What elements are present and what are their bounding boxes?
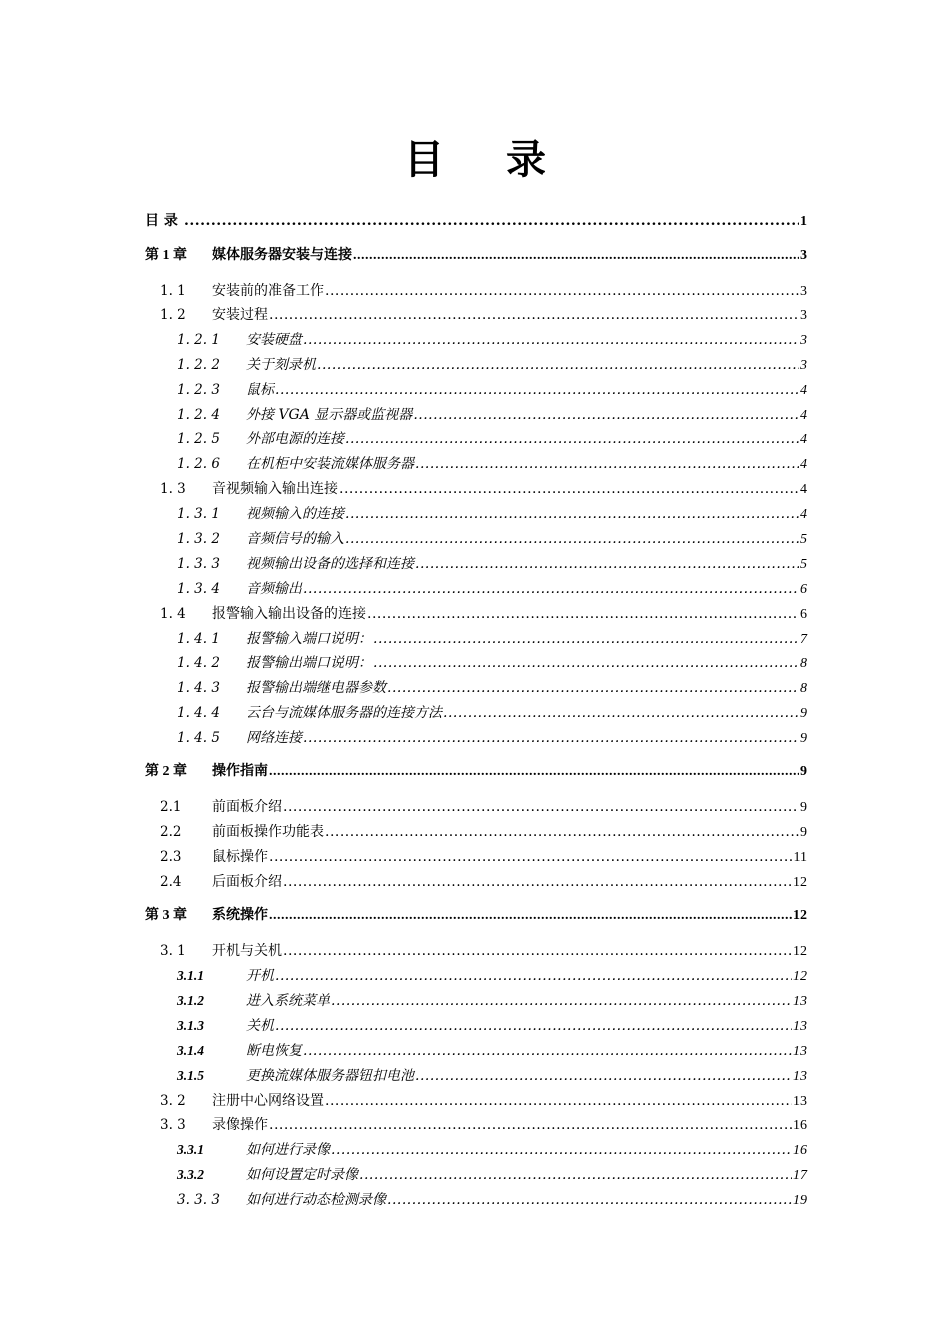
toc-entry-title: 在机柜中安装流媒体服务器: [246, 456, 414, 472]
toc-entry-number: 3. 2: [160, 1093, 186, 1109]
toc-entry-number: 第 2 章: [145, 764, 187, 779]
toc-entry[interactable]: [0, 990, 950, 1012]
toc-entry-line: [246, 578, 807, 601]
toc-entry-line: [212, 846, 807, 869]
toc-entry-page: 7: [800, 632, 807, 647]
toc-entry-title: 前面板操作功能表: [212, 824, 324, 840]
toc-entry-title: 如何进行动态检测录像: [246, 1192, 386, 1208]
toc-entry-page: 19: [793, 1193, 807, 1208]
toc-entry-number: 1. 4. 2: [177, 655, 220, 671]
toc-entry-line: [246, 528, 807, 551]
toc-entry-title: 后面板介绍: [212, 874, 282, 890]
toc-entry[interactable]: [0, 1090, 950, 1112]
toc-entry-number: 3.3.1: [177, 1142, 204, 1157]
toc-dot-leader: [269, 905, 792, 927]
toc-entry-title: 外接 VGA 显示器或监视器: [246, 407, 413, 423]
toc-entry-title: 系统操作: [212, 908, 268, 923]
toc-dot-leader: [303, 578, 799, 600]
toc-dot-leader: [303, 1040, 792, 1062]
toc-dot-leader: [275, 965, 792, 987]
toc-entry[interactable]: [0, 578, 950, 600]
toc-entry[interactable]: [0, 821, 950, 843]
toc-entry-line: [212, 478, 807, 501]
toc-entry-line: [212, 1090, 807, 1113]
toc-entry-page: 12: [793, 908, 807, 923]
toc-dot-leader: [415, 1065, 792, 1087]
toc-entry-line: [212, 761, 807, 783]
toc-entry-number: 1. 4. 1: [177, 631, 220, 647]
toc-entry-page: 1: [800, 214, 807, 229]
toc-entry-line: [212, 280, 807, 303]
toc-entry-page: 9: [800, 731, 807, 746]
toc-entry-page: 12: [793, 944, 807, 959]
toc-entry-title: 云台与流媒体服务器的连接方法: [246, 705, 442, 721]
toc-entry[interactable]: [0, 503, 950, 525]
toc-entry-number: 1. 2. 2: [177, 357, 220, 373]
toc-entry-line: [212, 1114, 807, 1137]
toc-entry[interactable]: [0, 404, 950, 426]
toc-dot-leader: [345, 503, 799, 525]
toc-entry[interactable]: [0, 528, 950, 550]
toc-entry-number: 1. 4: [160, 606, 186, 622]
toc-entry-line: [246, 503, 807, 526]
toc-entry[interactable]: [0, 453, 950, 475]
toc-dot-leader: [303, 329, 799, 351]
toc-entry-title: 进入系统菜单: [246, 993, 330, 1009]
toc-dot-leader: [367, 603, 799, 625]
toc-entry-number: 1. 4. 3: [177, 680, 220, 696]
toc-entry-page: 4: [800, 457, 807, 472]
toc-entry-title: 注册中心网络设置: [212, 1093, 324, 1109]
toc-dot-leader: [353, 245, 799, 267]
toc-entry[interactable]: [0, 652, 950, 674]
toc-dot-leader: [184, 210, 799, 232]
toc-entry-line: [246, 553, 807, 576]
toc-dot-leader: [325, 1090, 792, 1112]
toc-entry-title: 视频输入的连接: [246, 506, 344, 522]
toc-entry-page: 12: [793, 969, 807, 984]
toc-entry[interactable]: [0, 871, 950, 893]
toc-dot-leader: [373, 628, 799, 650]
toc-dot-leader: [269, 1114, 792, 1136]
toc-entry-line: [246, 990, 807, 1013]
toc-entry[interactable]: [0, 905, 950, 927]
toc-entry-line: [212, 796, 807, 819]
toc-dot-leader: [269, 761, 799, 783]
toc-entry-page: 9: [800, 706, 807, 721]
toc-entry-number: 3.1.3: [177, 1018, 204, 1033]
toc-dot-leader: [373, 652, 799, 674]
toc-entry-page: 9: [800, 764, 807, 779]
toc-entry-page: 16: [793, 1143, 807, 1158]
toc-entry-line: [246, 1164, 807, 1187]
toc-entry-number: 3.1.5: [177, 1068, 204, 1083]
toc-entry-line: [246, 702, 807, 725]
toc-entry-page: 4: [800, 432, 807, 447]
toc-entry[interactable]: [0, 846, 950, 868]
toc-entry-line: [246, 354, 807, 377]
toc-dot-leader: [269, 846, 793, 868]
toc-entry-line: [212, 304, 807, 327]
toc-dot-leader: [359, 1164, 792, 1186]
toc-entry-number: 1. 4. 4: [177, 705, 220, 721]
toc-entry[interactable]: [0, 329, 950, 351]
toc-dot-leader: [325, 280, 799, 302]
toc-dot-leader: [345, 428, 799, 450]
toc-entry-line: [246, 1015, 807, 1038]
toc-entry-number: 1. 2. 1: [177, 332, 220, 348]
toc-entry-title: 鼠标: [246, 382, 274, 398]
toc-dot-leader: [413, 404, 799, 426]
toc-entry-title: 安装前的准备工作: [212, 283, 324, 299]
toc-entry-line: [246, 652, 807, 675]
toc-entry-title: 录像操作: [212, 1117, 268, 1133]
toc-dot-leader: [331, 1139, 792, 1161]
toc-entry-page: 13: [793, 994, 807, 1009]
toc-entry-title: 报警输入输出设备的连接: [212, 606, 366, 622]
toc-entry[interactable]: [0, 280, 950, 302]
toc-entry-title: 报警输出端继电器参数: [246, 680, 386, 696]
toc-entry-number: 2.2: [160, 824, 182, 840]
toc-entry-line: [246, 1139, 807, 1162]
toc-entry-number: 1. 2. 3: [177, 382, 220, 398]
toc-entry-page: 9: [800, 825, 807, 840]
toc-entry-line: [246, 1040, 807, 1063]
toc-entry[interactable]: [0, 1015, 950, 1037]
toc-entry-title: 操作指南: [212, 764, 268, 779]
toc-entry[interactable]: [0, 761, 950, 783]
toc-entry-line: [246, 965, 807, 988]
toc-entry-page: 4: [800, 482, 807, 497]
toc-entry-title: 断电恢复: [246, 1043, 302, 1059]
toc-entry[interactable]: [0, 304, 950, 326]
toc-entry-page: 9: [800, 800, 807, 815]
toc-entry-page: 8: [800, 656, 807, 671]
toc-entry-line: [246, 453, 807, 476]
toc-entry[interactable]: [0, 727, 950, 749]
toc-entry-number: 1. 3: [160, 481, 186, 497]
toc-entry-line: [246, 727, 807, 750]
toc-entry-number: 3.1.1: [177, 968, 204, 983]
toc-entry-title: 音频输出: [246, 581, 302, 597]
toc-entry-number: 1. 2. 6: [177, 456, 220, 472]
toc-entry-page: 5: [800, 557, 807, 572]
toc-entry-page: 6: [800, 607, 807, 622]
toc-dot-leader: [415, 553, 799, 575]
toc-entry-number: 1. 2: [160, 307, 186, 323]
toc-entry-number: 1. 2. 5: [177, 431, 220, 447]
toc-entry[interactable]: [0, 1065, 950, 1087]
toc-entry-line: [246, 1065, 807, 1088]
toc-entry[interactable]: [0, 1139, 950, 1161]
toc-entry-number: 3.1.4: [177, 1043, 204, 1058]
toc-entry-line: [246, 1189, 807, 1212]
toc-dot-leader: [283, 796, 799, 818]
toc-entry-page: 16: [793, 1118, 807, 1133]
toc-entry-line: [246, 379, 807, 402]
toc-entry[interactable]: [0, 603, 950, 625]
toc-entry[interactable]: [0, 796, 950, 818]
toc-dot-leader: [325, 821, 799, 843]
toc-entry-title: 安装过程: [212, 307, 268, 323]
toc-entry-page: 4: [800, 383, 807, 398]
toc-entry-number: 1. 3. 1: [177, 506, 220, 522]
toc-entry-page: 4: [800, 507, 807, 522]
toc-entry-title: 媒体服务器安装与连接: [212, 248, 352, 263]
toc-entry[interactable]: [0, 354, 950, 376]
toc-entry-number: 3. 3. 3: [177, 1192, 220, 1208]
toc-entry-number: 第 3 章: [145, 908, 187, 923]
toc-entry-line: [212, 603, 807, 626]
toc-entry[interactable]: [0, 940, 950, 962]
toc-entry-number: 第 1 章: [145, 248, 187, 263]
toc-entry-number: 3. 3: [160, 1117, 186, 1133]
toc-entry-title: 网络连接: [246, 730, 302, 746]
toc-entry-number: 3.1.2: [177, 993, 204, 1008]
toc-entry-page: 4: [800, 408, 807, 423]
toc-entry-page: 6: [800, 582, 807, 597]
toc-entry-title: 音频信号的输入: [246, 531, 344, 547]
toc-entry-title: 开机与关机: [212, 943, 282, 959]
toc-entry-title: 安装硬盘: [246, 332, 302, 348]
toc-entry-page: 3: [800, 308, 807, 323]
toc-entry-page: 13: [793, 1069, 807, 1084]
toc-entry[interactable]: [0, 553, 950, 575]
toc-dot-leader: [387, 677, 799, 699]
toc-dot-leader: [443, 702, 799, 724]
toc-entry-number: 3. 1: [160, 943, 186, 959]
toc-entry-page: 3: [800, 284, 807, 299]
toc-entry-page: 3: [800, 248, 807, 263]
toc-entry[interactable]: [0, 677, 950, 699]
toc-entry-title: 如何进行录像: [246, 1142, 330, 1158]
toc-entry-title: 如何设置定时录像: [246, 1167, 358, 1183]
toc-entry-number: 目 录: [145, 213, 178, 229]
toc-dot-leader: [387, 1189, 792, 1211]
toc-entry-line: [212, 245, 807, 267]
toc-entry-line: [183, 210, 807, 233]
toc-entry-title: 关于刻录机: [246, 357, 316, 373]
toc-dot-leader: [317, 354, 799, 376]
toc-entry-number: 1. 1: [160, 283, 186, 299]
toc-entry-title: 关机: [246, 1018, 274, 1034]
toc-entry-title: 外部电源的连接: [246, 431, 344, 447]
toc-entry-number: 2.1: [160, 799, 182, 815]
toc-entry-line: [246, 628, 807, 651]
toc-entry-title: 音视频输入输出连接: [212, 481, 338, 497]
toc-entry[interactable]: [0, 428, 950, 450]
toc-entry-number: 3.3.2: [177, 1167, 204, 1182]
toc-entry-title: 开机: [246, 968, 274, 984]
toc-entry[interactable]: [0, 478, 950, 500]
toc-dot-leader: [275, 1015, 792, 1037]
toc-entry-page: 3: [800, 333, 807, 348]
toc-entry[interactable]: [0, 1114, 950, 1136]
toc-entry-number: 2.4: [160, 874, 182, 890]
toc-entry-page: 13: [793, 1094, 807, 1109]
toc-entry-title: 视频输出设备的选择和连接: [246, 556, 414, 572]
page-title: 目 录: [404, 136, 570, 183]
toc-entry-page: 17: [793, 1168, 807, 1183]
toc-entry-title: 更换流媒体服务器钮扣电池: [246, 1068, 414, 1084]
toc-entry-title: 报警输出端口说明：: [246, 655, 372, 671]
toc-entry-number: 2.3: [160, 849, 182, 865]
toc-entry-title: 鼠标操作: [212, 849, 268, 865]
toc-entry-line: [212, 821, 807, 844]
toc-entry[interactable]: [0, 1189, 950, 1211]
toc-entry-number: 1. 3. 2: [177, 531, 220, 547]
toc-entry-line: [246, 404, 807, 427]
toc-entry-line: [246, 677, 807, 700]
toc-entry-title: 前面板介绍: [212, 799, 282, 815]
toc-dot-leader: [415, 453, 799, 475]
toc-entry[interactable]: [0, 965, 950, 987]
toc-entry[interactable]: [0, 245, 950, 267]
toc-entry-number: 1. 4. 5: [177, 730, 220, 746]
toc-entry[interactable]: [0, 628, 950, 650]
toc-dot-leader: [345, 528, 799, 550]
toc-entry-page: 8: [800, 681, 807, 696]
toc-dot-leader: [283, 940, 792, 962]
toc-entry-page: 13: [793, 1044, 807, 1059]
toc-dot-leader: [269, 304, 799, 326]
toc-entry-title: 报警输入端口说明：: [246, 631, 372, 647]
toc-entry-line: [212, 905, 807, 927]
toc-entry-page: 3: [800, 358, 807, 373]
toc-entry-line: [212, 940, 807, 963]
toc-dot-leader: [283, 871, 792, 893]
toc-entry[interactable]: [0, 379, 950, 401]
toc-entry[interactable]: [0, 1040, 950, 1062]
toc-entry-page: 13: [793, 1019, 807, 1034]
toc-dot-leader: [339, 478, 799, 500]
toc-dot-leader: [331, 990, 792, 1012]
toc-entry-number: 1. 3. 4: [177, 581, 220, 597]
toc-entry[interactable]: [0, 210, 950, 232]
toc-dot-leader: [275, 379, 799, 401]
toc-entry-page: 12: [793, 875, 807, 890]
toc-dot-leader: [303, 727, 799, 749]
toc-entry-number: 1. 2. 4: [177, 407, 220, 423]
toc-entry-page: 5: [800, 532, 807, 547]
toc-entry-page: 11: [793, 850, 807, 865]
toc-entry-line: [246, 329, 807, 352]
toc-entry-line: [212, 871, 807, 894]
toc-entry[interactable]: [0, 702, 950, 724]
toc-entry-number: 1. 3. 3: [177, 556, 220, 572]
toc-entry[interactable]: [0, 1164, 950, 1186]
toc-entry-line: [246, 428, 807, 451]
